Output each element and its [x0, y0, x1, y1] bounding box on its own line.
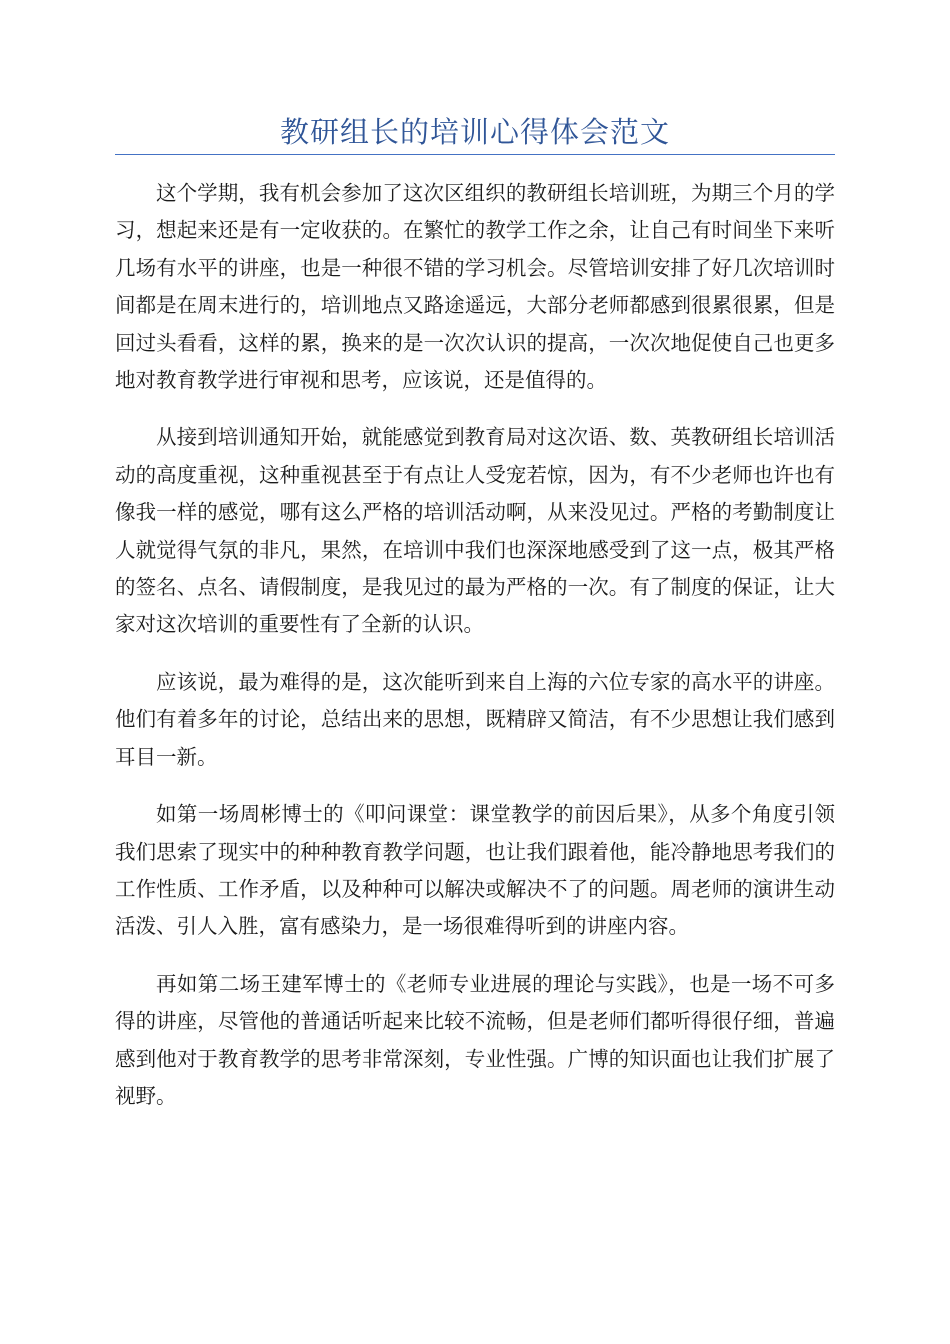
- paragraph-5: 再如第二场王建军博士的《老师专业进展的理论与实践》，也是一场不可多得的讲座，尽管他的普通话听起来比较不流畅，但是老师们都听得很仔细，普遍感到他对于教育教学的思考非常深刻，专业性强。广博的知识面也让我们扩展了视野。: [115, 971, 835, 1108]
- paragraph-3: 应该说，最为难得的是，这次能听到来自上海的六位专家的高水平的讲座。他们有着多年的讨论，总结出来的思想，既精辟又简洁，有不少思想让我们感到耳目一新。: [115, 669, 835, 769]
- document-title: 教研组长的培训心得体会范文: [279, 115, 670, 149]
- paragraph-1: 这个学期，我有机会参加了这次区组织的教研组长培训班，为期三个月的学习，想起来还是有一定收获的。在繁忙的教学工作之余，让自己有时间坐下来听几场有水平的讲座，也是一种很不错的学习机会。尽管培训安排了好几次培训时间都是在周末进行的，培训地点又路途遥远，大部分老师都感到很累很累，但是回过头看看，这样的累，换来的是一次次认识的提高，一次次地促使自己也更多地对教育教学进行审视和思考，应该说，还是值得的。: [115, 181, 835, 393]
- paragraph-4: 如第一场周彬博士的《叩问课堂：课堂教学的前因后果》，从多个角度引领我们思索了现实中的种种教育教学问题，也让我们跟着他，能冷静地思考我们的工作性质、工作矛盾，以及种种可以解决或解决不了的问题。周老师的演讲生动活泼、引人入胜，富有感染力，是一场很难得听到的讲座内容。: [115, 802, 835, 939]
- paragraph-2: 从接到培训通知开始，就能感觉到教育局对这次语、数、英教研组长培训活动的高度重视，这种重视甚至于有点让人受宠若惊，因为，有不少老师也许也有像我一样的感觉，哪有这么严格的培训活动啊，从来没见过。严格的考勤制度让人就觉得气氛的非凡，果然，在培训中我们也深深地感受到了这一点，极其严格的签名、点名、请假制度，是我见过的最为严格的一次。有了制度的保证，让大家对这次培训的重要性有了全新的认识。: [115, 425, 835, 637]
- document-body: [115, 175, 835, 1135]
- title-underline: [115, 154, 835, 155]
